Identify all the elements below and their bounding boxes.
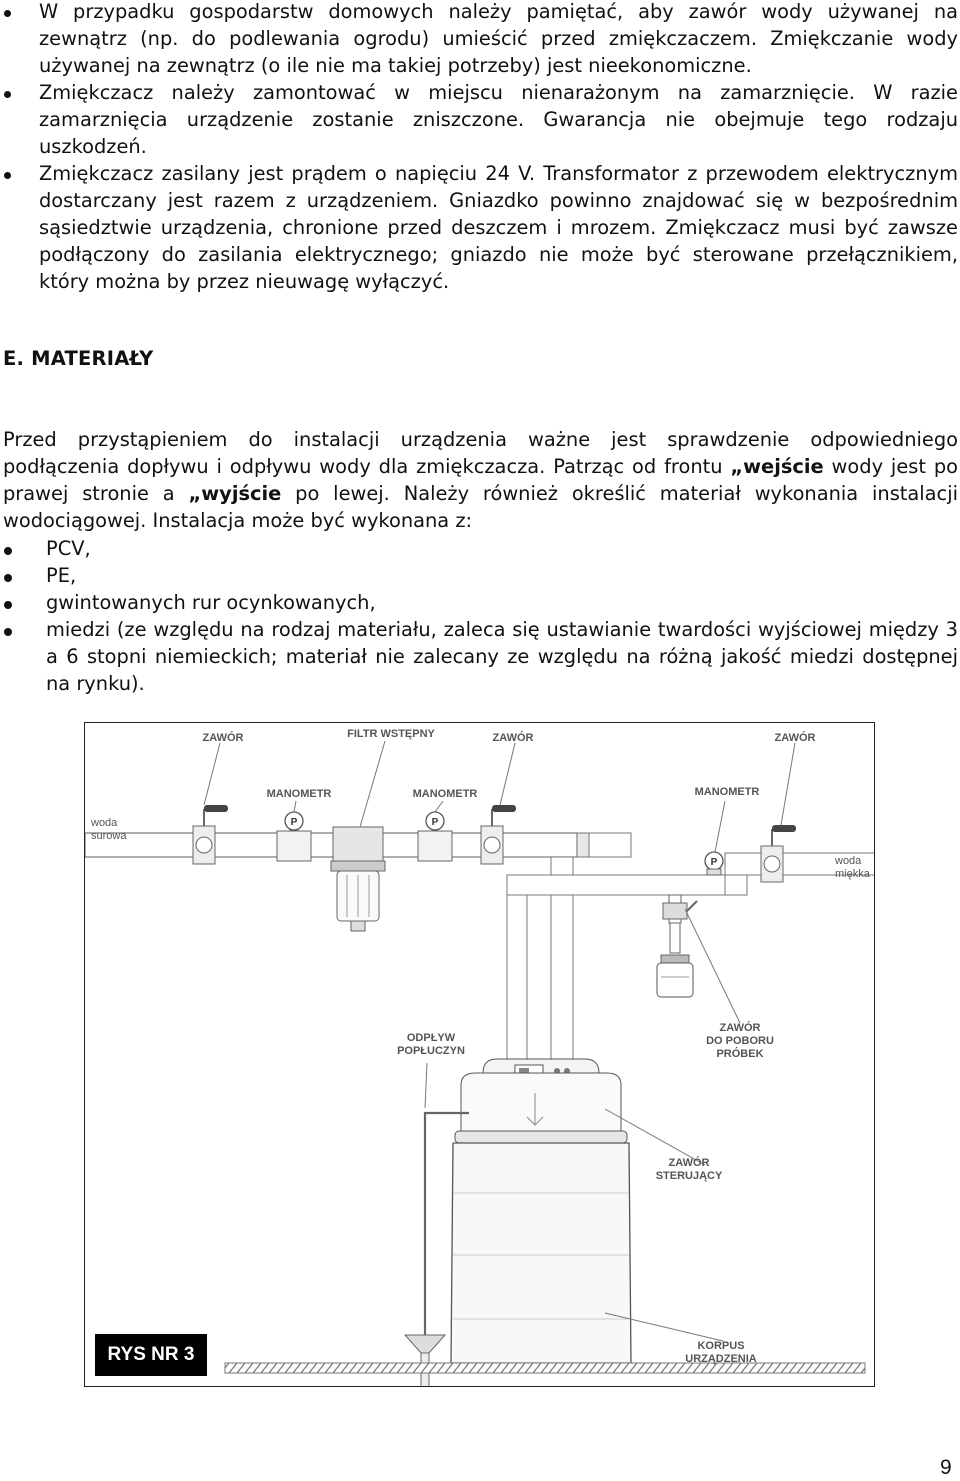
bullet-dot <box>4 628 12 636</box>
bullet-list-notes <box>0 0 958 295</box>
page-number: 9 <box>940 1456 952 1479</box>
list-item: PCV, <box>0 535 958 562</box>
label-raw-water: surowa <box>91 830 127 842</box>
figure-label: RYS NR 3 <box>95 1334 207 1376</box>
label-sampling-valve: DO POBORU <box>706 1035 774 1047</box>
pressure-gauge-3 <box>705 852 723 875</box>
list-item: Zmiękczacz należy zamontować w miejscu nienarażonym na zamarznięcie. W razie zamarznięcia urządzenie zostanie zniszczone. Gwarancja nie obejmuje tego rodzaju uszkodzeń. <box>0 79 958 160</box>
bullet-dot <box>4 91 11 98</box>
list-item: W przypadku gospodarstw domowych należy pamiętać, aby zawór wody używanej na zewnątrz (np. do podlewania ogrodu) umieścić przed zmiękczaczem. Zmiękczanie wody używanej na zewnątrz (o ile nie ma takiej potrzeby) jest nieekonomiczne. <box>0 0 958 79</box>
label-soft-water: woda <box>835 855 862 867</box>
label-sampling-valve: PRÓBEK <box>716 1048 764 1060</box>
label-drain: POPŁUCZYN <box>397 1045 465 1057</box>
label-unit-body: URZĄDZENIA <box>685 1353 757 1365</box>
pressure-gauge-2 <box>418 812 452 861</box>
sampling-valve <box>657 895 697 997</box>
label-drain: ODPŁYW <box>406 1032 456 1044</box>
bullet-dot <box>4 574 12 582</box>
label-prefilter: FILTR WSTĘPNY <box>347 728 435 740</box>
list-item: PE, <box>0 562 958 589</box>
bullet-list-materials <box>0 535 958 697</box>
svg-text:P: P <box>710 857 718 868</box>
list-item: Zmiękczacz zasilany jest prądem o napięciu 24 V. Transformator z przewodem elektrycznym dostarczany jest razem z urządzeniem. Gniazdko powinno znajdować się w bezpośrednim sąsiedztwie urządzenia, chronione przed deszczem i mrozem. Zmiękczacz musi być zawsze podłączony do zasilania elektrycznego; gniazdo nie może być sterowane przełącznikiem, który można by przez nieuwagę wyłączyć. <box>0 160 958 295</box>
label-valve: ZAWÓR <box>202 732 244 744</box>
installation-diagram <box>84 722 875 1387</box>
svg-text:P: P <box>431 817 439 828</box>
list-item: gwintowanych rur ocynkowanych, <box>0 589 958 616</box>
bullet-dot <box>4 172 11 179</box>
bullet-dot <box>4 547 12 555</box>
floor <box>225 1363 865 1373</box>
bullet-dot <box>4 601 12 609</box>
label-raw-water: woda <box>91 817 118 829</box>
section-heading: E. MATERIAŁY <box>3 347 154 370</box>
pre-filter <box>331 827 385 931</box>
label-gauge: MANOMETR <box>266 788 332 800</box>
label-unit-body: KORPUS <box>697 1340 745 1352</box>
svg-text:P: P <box>290 817 298 828</box>
label-gauge: MANOMETR <box>412 788 478 800</box>
diagram-drawing <box>85 723 875 1387</box>
label-sampling-valve: ZAWÓR <box>719 1022 761 1034</box>
intro-paragraph: Przed przystąpieniem do instalacji urządzenia ważne jest sprawdzenie odpowiedniego podłączenia dopływu i odpływu wody dla zmiękczacza. Patrząc od frontu „wejście wody jest po prawej stronie a „wyjście po lewej. Należy również określić materiał wykonania instalacji wodociągowej. Instalacja może być wykonana z: <box>3 428 958 532</box>
label-gauge: MANOMETR <box>694 786 760 798</box>
label-valve: ZAWÓR <box>774 732 816 744</box>
inlet-emphasis: „wejście <box>730 455 824 478</box>
label-control-valve: STERUJĄCY <box>655 1170 723 1182</box>
label-soft-water: miękka <box>835 868 870 880</box>
label-valve: ZAWÓR <box>492 732 534 744</box>
list-item: miedzi (ze względu na rodzaj materiału, zaleca się ustawianie twardości wyjściowej między 3 a 6 stopni niemieckich; materiał nie zalecany ze względu na różną jakość miedzi dostępnej na rynku). <box>0 616 958 697</box>
outlet-emphasis: „wyjście <box>188 482 282 505</box>
pressure-gauge-1 <box>277 812 311 861</box>
bullet-dot <box>4 10 11 17</box>
label-control-valve: ZAWÓR <box>668 1157 710 1169</box>
softener-unit <box>451 1059 631 1363</box>
